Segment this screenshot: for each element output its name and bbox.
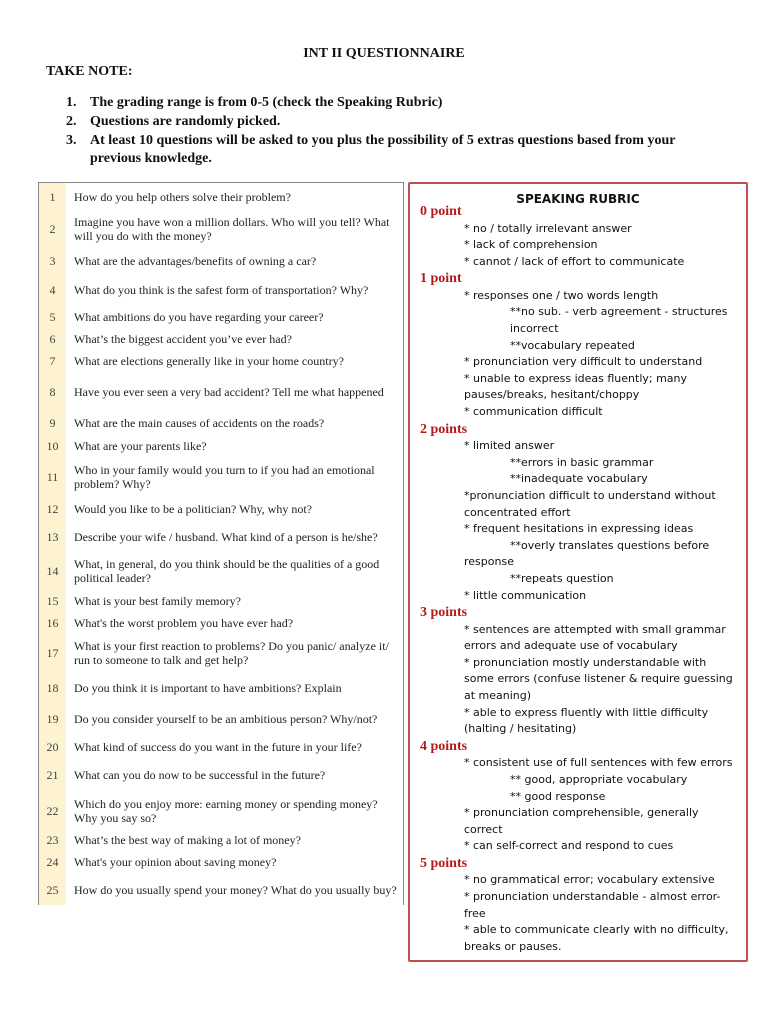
- rubric-criterion: * unable to express ideas fluently; many: [464, 371, 688, 385]
- rubric-criterion: * able to communicate clearly with no difficulty,: [464, 923, 729, 937]
- question-text: Have you ever seen a very bad accident? Tell me what happened: [74, 385, 384, 399]
- question-number: 6: [39, 329, 66, 349]
- question-row: [39, 411, 403, 435]
- question-number: 1: [39, 183, 66, 211]
- rubric-criterion: * can self-correct and respond to cues: [464, 839, 674, 853]
- question-row: [39, 305, 403, 329]
- question-row: [39, 247, 403, 275]
- question-number: 14: [39, 553, 66, 589]
- question-number: 15: [39, 589, 66, 613]
- question-text: What, in general, do you think should be the qualities of a good political leader?: [74, 557, 380, 585]
- question-row: [39, 735, 403, 759]
- rubric-criterion: * no / totally irrelevant answer: [464, 221, 632, 235]
- rubric-level-heading: 5 points: [420, 855, 468, 871]
- question-row: [39, 275, 403, 305]
- question-row: [39, 521, 403, 553]
- question-number: 9: [39, 411, 66, 435]
- rubric-criterion: * little communication: [464, 588, 587, 602]
- rubric-criterion: **vocabulary repeated: [510, 338, 635, 352]
- question-text: What are the advantages/benefits of owning a car?: [74, 254, 317, 268]
- rubric-criterion: concentrated effort: [464, 505, 571, 519]
- rubric-criterion: * able to express fluently with little difficulty: [464, 705, 709, 719]
- rubric-criterion: * pronunciation very difficult to understand: [464, 355, 703, 369]
- question-text: Do you think it is important to have ambitions? Explain: [74, 681, 342, 695]
- question-text: Describe your wife / husband. What kind of a person is he/she?: [74, 530, 378, 544]
- question-text: Would you like to be a politician? Why, why not?: [74, 502, 312, 516]
- rubric-criterion: * no grammatical error; vocabulary extensive: [464, 873, 715, 887]
- rubric-level-heading: 1 point: [420, 271, 462, 287]
- note-item: [66, 132, 696, 168]
- note-number: 2.: [66, 114, 77, 129]
- rubric-criterion: * consistent use of full sentences with few errors: [464, 756, 733, 770]
- rubric-criterion: at meaning): [464, 689, 532, 702]
- note-item: [66, 113, 696, 131]
- rubric-level-heading: 4 points: [420, 738, 468, 754]
- rubric-criterion: * pronunciation mostly understandable with: [464, 655, 707, 669]
- note-text: At least 10 questions will be asked to you plus the possibility of 5 extras questions based from your previous knowledge.: [90, 133, 676, 166]
- question-text: What do you think is the safest form of transportation? Why?: [74, 283, 369, 297]
- rubric-criterion: **no sub. - verb agreement - structures: [510, 305, 728, 319]
- question-row: [39, 553, 403, 589]
- rubric-criterion: some errors (confuse listener & require guessing: [464, 672, 733, 686]
- question-number: 23: [39, 831, 66, 849]
- question-row: [39, 497, 403, 521]
- rubric-criterion: ** good, appropriate vocabulary: [510, 772, 688, 786]
- question-row: [39, 875, 403, 905]
- take-note-heading: TAKE NOTE:: [46, 64, 133, 79]
- rubric-criterion: free: [464, 906, 486, 920]
- question-row: [39, 703, 403, 735]
- question-text: What are your parents like?: [74, 439, 207, 453]
- question-text: Who in your family would you turn to if you had an emotional problem? Why?: [74, 463, 375, 491]
- rubric-criterion: *pronunciation difficult to understand without: [464, 488, 716, 502]
- question-row: [39, 329, 403, 349]
- rubric-criterion: * sentences are attempted with small grammar: [464, 622, 726, 636]
- rubric-title: SPEAKING RUBRIC: [516, 192, 640, 206]
- rubric-criterion: * limited answer: [464, 439, 555, 453]
- question-row: [39, 183, 403, 211]
- rubric-criterion: errors and adequate use of vocabulary: [464, 639, 678, 653]
- question-row: [39, 633, 403, 673]
- question-text: What ambitions do you have regarding your career?: [74, 310, 324, 324]
- question-text: What is your first reaction to problems? Do you panic/ analyze it/ run to someone to talk and get help?: [74, 639, 389, 667]
- question-text: What’s the best way of making a lot of money?: [74, 833, 301, 847]
- rubric-criterion: breaks or pauses.: [464, 939, 562, 953]
- question-number: 16: [39, 613, 66, 633]
- rubric-criterion: **repeats question: [510, 571, 614, 585]
- question-number: 24: [39, 849, 66, 875]
- question-row: [39, 373, 403, 411]
- question-number: 2: [39, 211, 66, 247]
- question-row: [39, 759, 403, 791]
- note-number: 3.: [66, 133, 77, 148]
- question-row: [39, 849, 403, 875]
- question-row: [39, 435, 403, 457]
- question-number: 21: [39, 759, 66, 791]
- question-row: [39, 211, 403, 247]
- question-number: 8: [39, 373, 66, 411]
- note-text: The grading range is from 0-5 (check the Speaking Rubric): [90, 95, 443, 110]
- question-row: [39, 349, 403, 373]
- rubric-level-heading: 0 point: [420, 204, 462, 219]
- document-title: INT II QUESTIONNAIRE: [303, 46, 465, 61]
- rubric-criterion: * pronunciation understandable - almost error-: [464, 890, 721, 903]
- rubric-criterion: (halting / hesitating): [464, 722, 577, 736]
- note-number: 1.: [66, 95, 77, 110]
- rubric-level-heading: 2 points: [420, 421, 468, 437]
- question-row: [39, 673, 403, 703]
- question-number: 3: [39, 247, 66, 275]
- question-text: What's the worst problem you have ever had?: [74, 616, 294, 630]
- speaking-rubric-box: [408, 182, 748, 962]
- question-text: What is your best family memory?: [74, 594, 241, 608]
- rubric-criterion: incorrect: [510, 322, 559, 335]
- question-number: 25: [39, 875, 66, 905]
- question-number: 10: [39, 435, 66, 457]
- question-text: What are elections generally like in your home country?: [74, 354, 344, 368]
- question-text: What kind of success do you want in the future in your life?: [74, 740, 362, 754]
- question-row: [39, 589, 403, 613]
- rubric-criterion: * responses one / two words length: [464, 288, 659, 302]
- question-row: [39, 831, 403, 849]
- question-number: 5: [39, 305, 66, 329]
- question-number: 20: [39, 735, 66, 759]
- question-text: What’s the biggest accident you’ve ever had?: [74, 332, 292, 346]
- question-number: 4: [39, 275, 66, 305]
- question-text: Imagine you have won a million dollars. Who will you tell? What will you do with the money?: [74, 215, 390, 243]
- question-number: 7: [39, 349, 66, 373]
- question-row: [39, 457, 403, 497]
- question-number: 11: [39, 457, 66, 497]
- rubric-criterion: correct: [464, 822, 503, 836]
- question-text: What are the main causes of accidents on the roads?: [74, 416, 325, 430]
- rubric-criterion: **errors in basic grammar: [510, 455, 654, 469]
- rubric-criterion: * communication difficult: [464, 405, 603, 418]
- question-number: 19: [39, 703, 66, 735]
- rubric-criterion: * cannot / lack of effort to communicate: [464, 254, 685, 268]
- rubric-criterion: **inadequate vocabulary: [510, 472, 648, 486]
- question-row: [39, 791, 403, 831]
- note-text: Questions are randomly picked.: [90, 114, 281, 129]
- question-number: 18: [39, 673, 66, 703]
- question-text: How do you help others solve their problem?: [74, 190, 291, 204]
- question-text: What can you do now to be successful in the future?: [74, 768, 326, 782]
- question-number: 22: [39, 791, 66, 831]
- question-number: 12: [39, 497, 66, 521]
- rubric-level-heading: 3 points: [420, 605, 468, 621]
- questions-table: [38, 182, 404, 905]
- notes-list: [66, 94, 696, 169]
- question-text: How do you usually spend your money? What do you usually buy?: [74, 883, 397, 897]
- question-number: 17: [39, 633, 66, 673]
- rubric-criterion: response: [464, 555, 514, 569]
- question-text: What's your opinion about saving money?: [74, 855, 277, 869]
- rubric-criterion: * pronunciation comprehensible, generally: [464, 806, 699, 820]
- question-row: [39, 613, 403, 633]
- rubric-criterion: pauses/breaks, hesitant/choppy: [464, 388, 640, 402]
- question-text: Which do you enjoy more: earning money or spending money? Why you say so?: [74, 797, 378, 825]
- question-number: 13: [39, 521, 66, 553]
- rubric-criterion: ** good response: [510, 789, 606, 803]
- rubric-criterion: **overly translates questions before: [510, 538, 710, 552]
- question-text: Do you consider yourself to be an ambitious person? Why/not?: [74, 712, 378, 726]
- rubric-criterion: * lack of comprehension: [464, 238, 598, 252]
- rubric-criterion: * frequent hesitations in expressing ideas: [464, 522, 694, 536]
- note-item: [66, 94, 696, 112]
